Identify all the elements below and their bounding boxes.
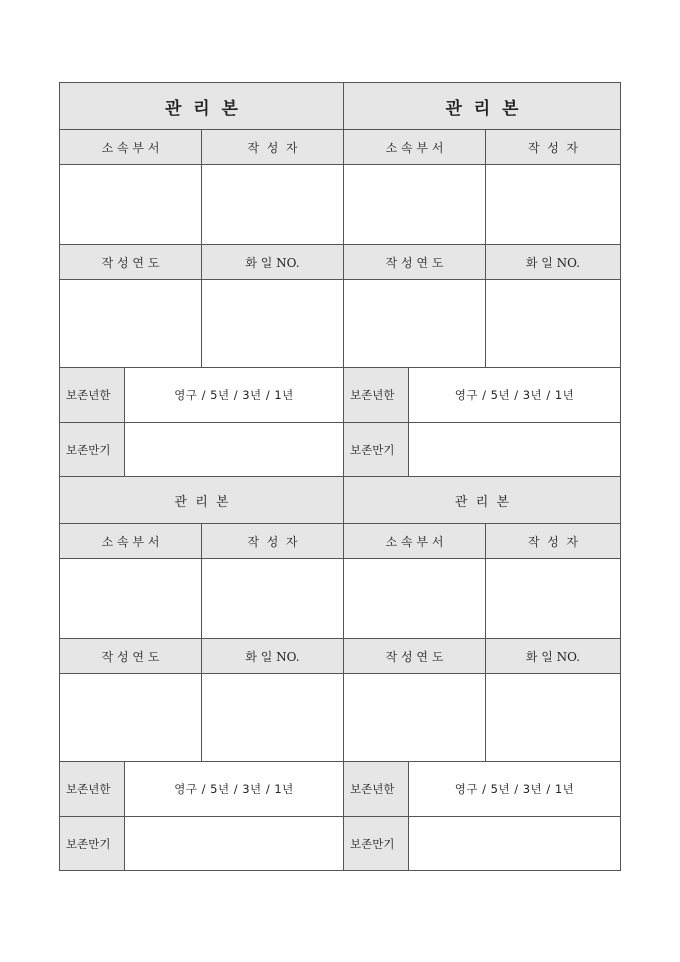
expiry-label: 보존만기	[59, 816, 125, 871]
expiry-label: 보존만기	[59, 422, 125, 477]
label-sheet	[59, 82, 621, 871]
retention-label: 보존년한	[343, 367, 409, 423]
expiry-field[interactable]	[408, 422, 621, 477]
dept-header: 소 속 부 서	[59, 129, 202, 165]
file-no-field[interactable]	[201, 673, 344, 762]
year-header: 작 성 연 도	[343, 638, 486, 674]
card-title: 관 리 본	[59, 82, 344, 130]
card-title: 관 리 본	[59, 476, 344, 524]
retention-options[interactable]: 영구 / 5년 / 3년 / 1년	[408, 761, 621, 817]
writer-header: 작 성 자	[485, 523, 621, 559]
writer-field[interactable]	[201, 558, 344, 639]
dept-header: 소 속 부 서	[343, 523, 486, 559]
retention-label: 보존년한	[59, 761, 125, 817]
file-no-header: 화 일 NO.	[201, 638, 344, 674]
file-no-field[interactable]	[201, 279, 344, 368]
file-no-field[interactable]	[485, 673, 621, 762]
retention-options[interactable]: 영구 / 5년 / 3년 / 1년	[124, 367, 344, 423]
year-field[interactable]	[59, 673, 202, 762]
year-header: 작 성 연 도	[59, 244, 202, 280]
year-header: 작 성 연 도	[343, 244, 486, 280]
writer-field[interactable]	[485, 164, 621, 245]
year-field[interactable]	[59, 279, 202, 368]
year-header: 작 성 연 도	[59, 638, 202, 674]
dept-field[interactable]	[343, 558, 486, 639]
expiry-field[interactable]	[124, 422, 344, 477]
retention-options[interactable]: 영구 / 5년 / 3년 / 1년	[124, 761, 344, 817]
writer-header: 작 성 자	[201, 129, 344, 165]
retention-label: 보존년한	[343, 761, 409, 817]
expiry-field[interactable]	[124, 816, 344, 871]
dept-field[interactable]	[59, 164, 202, 245]
dept-header: 소 속 부 서	[343, 129, 486, 165]
expiry-label: 보존만기	[343, 422, 409, 477]
file-no-header: 화 일 NO.	[201, 244, 344, 280]
year-field[interactable]	[343, 279, 486, 368]
dept-field[interactable]	[343, 164, 486, 245]
writer-header: 작 성 자	[201, 523, 344, 559]
card-title: 관 리 본	[343, 82, 621, 130]
file-no-field[interactable]	[485, 279, 621, 368]
writer-header: 작 성 자	[485, 129, 621, 165]
retention-label: 보존년한	[59, 367, 125, 423]
file-no-header: 화 일 NO.	[485, 638, 621, 674]
card-title: 관 리 본	[343, 476, 621, 524]
writer-field[interactable]	[201, 164, 344, 245]
year-field[interactable]	[343, 673, 486, 762]
dept-header: 소 속 부 서	[59, 523, 202, 559]
expiry-label: 보존만기	[343, 816, 409, 871]
writer-field[interactable]	[485, 558, 621, 639]
expiry-field[interactable]	[408, 816, 621, 871]
file-no-header: 화 일 NO.	[485, 244, 621, 280]
dept-field[interactable]	[59, 558, 202, 639]
retention-options[interactable]: 영구 / 5년 / 3년 / 1년	[408, 367, 621, 423]
